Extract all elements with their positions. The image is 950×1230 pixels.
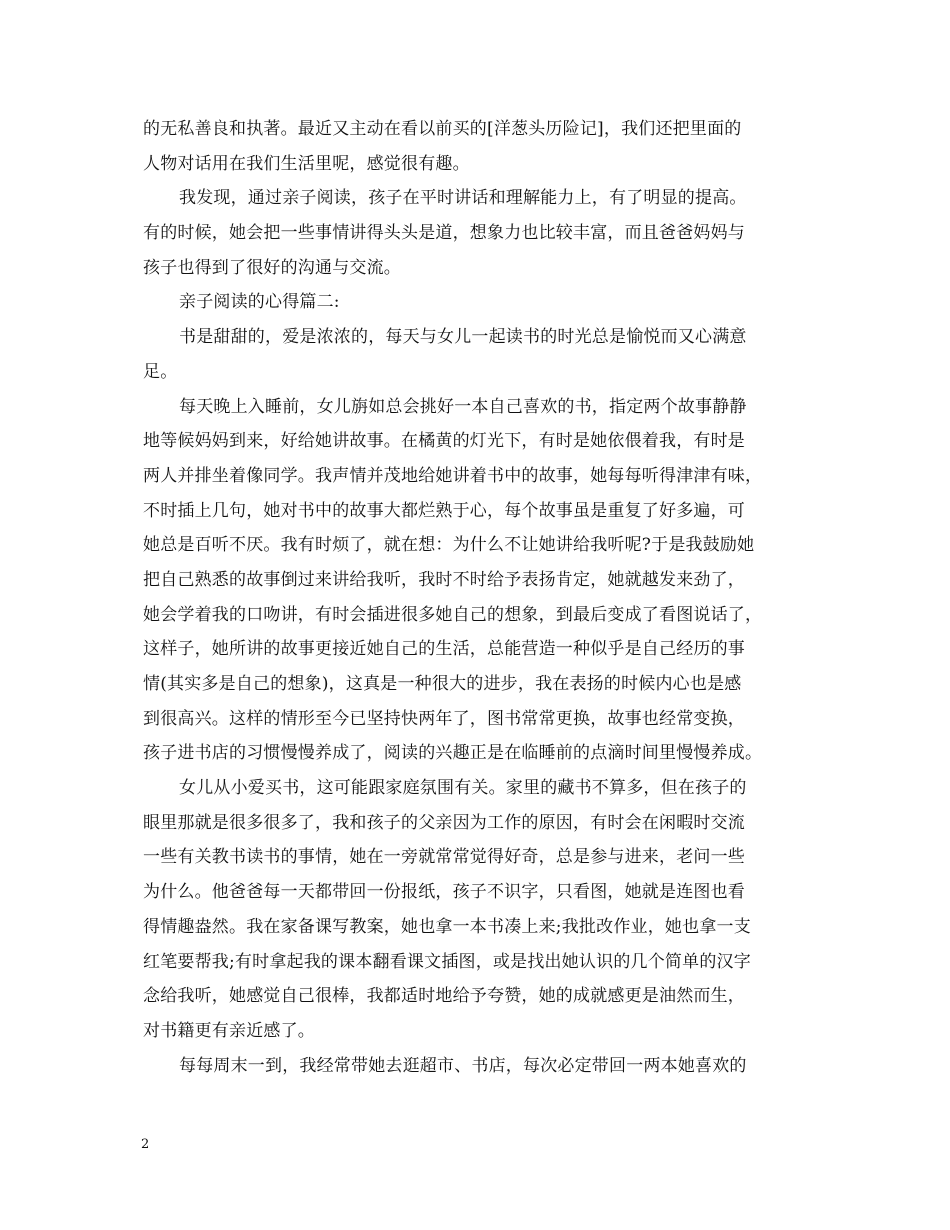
- text-line: 念给我听，她感觉自己很棒，我都适时地给予夸赞，她的成就感更是油然而生，: [143, 986, 745, 1007]
- text-line: 情(其实多是自己的想象)，这真是一种很大的进步，我在表扬的时候内心也是感: [143, 674, 742, 694]
- text-line: 人物对话用在我们生活里呢，感觉很有趣。: [143, 153, 470, 174]
- text-line: 的无私善良和执著。最近又主动在看以前买的[洋葱头历险记]，我们还把里面的: [143, 119, 742, 139]
- text-line: 到很高兴。这样的情形至今已坚持快两年了，图书常常更换，故事也经常变换，: [143, 708, 745, 729]
- text-line: 书是甜甜的，爱是浓浓的，每天与女儿一起读书的时光总是愉悦而又心满意: [179, 327, 747, 348]
- text-line: 两人并排坐着像同学。我声情并茂地给她讲着书中的故事，她每每听得津津有味，: [143, 465, 763, 486]
- text-line: 女儿从小爱买书，这可能跟家庭氛围有关。家里的藏书不算多，但在孩子的: [179, 778, 747, 799]
- text-line: 眼里那就是很多很多了，我和孩子的父亲因为工作的原因，有时会在闲暇时交流: [143, 812, 745, 833]
- text-line: 每天晚上入睡前，女儿旃如总会挑好一本自己喜欢的书，指定两个故事静静: [179, 396, 747, 417]
- text-line: 我发现，通过亲子阅读，孩子在平时讲话和理解能力上，有了明显的提高。: [179, 188, 747, 209]
- text-line: 得情趣盎然。我在家备课写教案，她也拿一本书凑上来;我批改作业，她也拿一支: [143, 916, 751, 937]
- text-line: 这样子，她所讲的故事更接近她自己的生活，总能营造一种似乎是自己经历的事: [143, 639, 745, 660]
- text-line: 她会学着我的口吻讲，有时会插进很多她自己的想象，到最后变成了看图说话了，: [143, 604, 763, 625]
- body-text: [143, 112, 823, 1083]
- text-line: 为什么。他爸爸每一天都带回一份报纸，孩子不识字，只看图，她就是连图也看: [143, 882, 745, 903]
- text-line: 她总是百听不厌。我有时烦了，就在想：为什么不让她讲给我听呢?于是我鼓励她: [143, 535, 755, 556]
- text-line: 红笔要帮我;有时拿起我的课本翻看课文插图，或是找出她认识的几个简单的汉字: [143, 951, 751, 972]
- text-line: 孩子进书店的习惯慢慢养成了，阅读的兴趣正是在临睡前的点滴时间里慢慢养成。: [143, 743, 763, 764]
- text-line: 每每周末一到，我经常带她去逛超市、书店，每次必定带回一两本她喜欢的: [179, 1055, 747, 1076]
- text-line: 孩子也得到了很好的沟通与交流。: [143, 257, 401, 278]
- text-line: 对书籍更有亲近感了。: [143, 1020, 315, 1041]
- text-line: 足。: [143, 361, 178, 382]
- page-number: 2: [141, 1137, 150, 1152]
- text-line: 有的时候，她会把一些事情讲得头头是道，想象力也比较丰富，而且爸爸妈妈与: [143, 223, 745, 244]
- text-line: 地等候妈妈到来，好给她讲故事。在橘黄的灯光下，有时是她依偎着我，有时是: [143, 431, 745, 452]
- text-line: 亲子阅读的心得篇二:: [179, 292, 340, 313]
- text-line: 一些有关教书读书的事情，她在一旁就常常觉得好奇，总是参与进来，老问一些: [143, 847, 745, 868]
- text-line: 不时插上几句，她对书中的故事大都烂熟于心，每个故事虽是重复了好多遍，可: [143, 500, 745, 521]
- text-line: 把自己熟悉的故事倒过来讲给我听，我时不时给予表扬肯定，她就越发来劲了，: [143, 569, 745, 590]
